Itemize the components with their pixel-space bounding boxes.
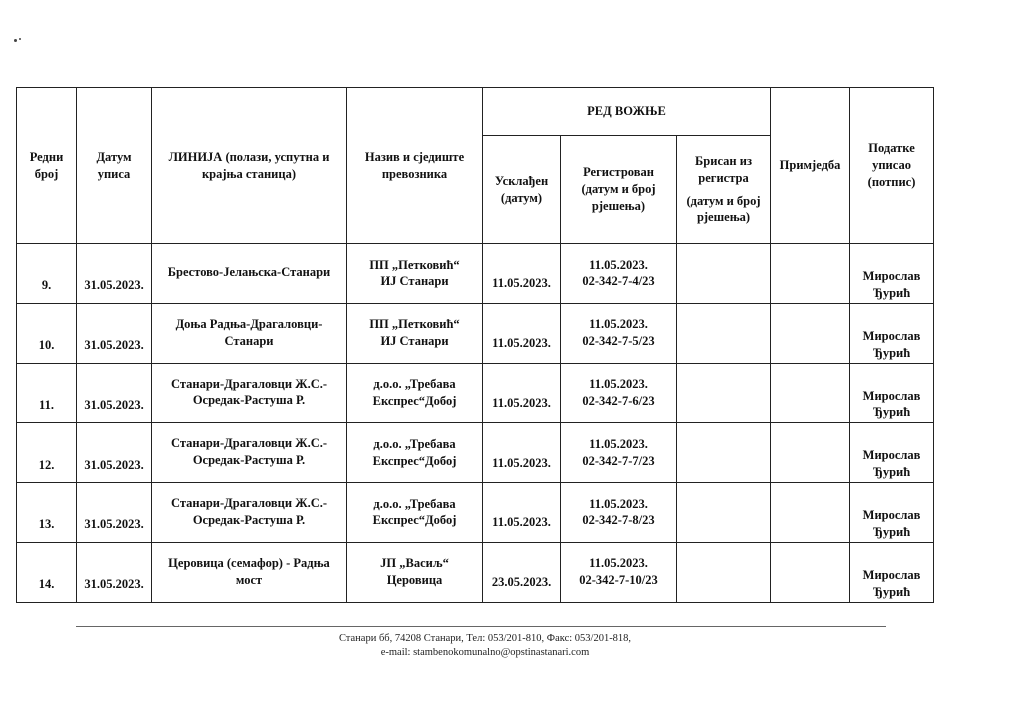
cell-entered-by-line: Мирослав [862, 388, 921, 403]
scan-specks [14, 38, 22, 42]
cell-registered-line: 02-342-7-8/23 [582, 513, 655, 528]
letterhead-footer [160, 632, 810, 660]
cell-entry-date: 31.05.2023. [77, 483, 152, 543]
cell-carrier-line: ПП „Петковић“ [369, 317, 460, 332]
table-row [17, 303, 934, 363]
header-serial: Редни број [17, 88, 77, 244]
cell-entered-by [850, 542, 934, 602]
cell-entered-by [850, 363, 934, 423]
cell-registered-line: 02-342-7-6/23 [582, 393, 655, 408]
cell-entered-by-line: Ђурић [872, 524, 911, 539]
table-row [17, 244, 934, 304]
cell-entered-by-line: Ђурић [872, 345, 911, 360]
cell-remark [771, 244, 850, 304]
cell-serial: 9. [17, 244, 77, 304]
cell-entered-by [850, 423, 934, 483]
cell-entered-by [850, 483, 934, 543]
cell-carrier-line: ИЈ Станари [380, 274, 449, 289]
cell-carrier-line: д.о.о. „Требава [373, 377, 456, 391]
cell-line: Церовица (семафор) - Радња мост [152, 542, 347, 602]
cell-remark [771, 542, 850, 602]
cell-carrier [347, 303, 483, 363]
cell-carrier [347, 483, 483, 543]
cell-serial: 10. [17, 303, 77, 363]
cell-registered-line: 02-342-7-10/23 [579, 573, 658, 588]
cell-carrier-line: ЈП „Васиљ“ [380, 556, 449, 571]
cell-entered-by-line: Мирослав [862, 448, 921, 463]
header-timetable-group: РЕД ВОЖЊЕ [483, 88, 771, 136]
cell-carrier-line: Церовица [386, 573, 443, 588]
cell-synced: 11.05.2023. [483, 363, 561, 423]
cell-deleted [677, 244, 771, 304]
cell-entered-by [850, 303, 934, 363]
cell-line: Доња Радња-Драгаловци-Станари [152, 303, 347, 363]
cell-deleted [677, 542, 771, 602]
cell-registered-line: 11.05.2023. [589, 436, 648, 451]
header-registered: Регистрован (датум и број рјешења) [561, 136, 677, 244]
header-line: ЛИНИЈА (полази, успутна и крајња станица) [152, 88, 347, 244]
cell-entered-by-line: Мирослав [862, 508, 921, 522]
cell-registered [561, 363, 677, 423]
cell-synced: 11.05.2023. [483, 303, 561, 363]
cell-synced: 11.05.2023. [483, 483, 561, 543]
header-deleted-title: Брисан из регистра [695, 153, 752, 185]
cell-line: Станари-Драгаловци Ж.С.-Осредак-Растуша Р. [152, 483, 347, 543]
cell-serial: 12. [17, 423, 77, 483]
footer-divider [76, 626, 886, 627]
cell-synced: 11.05.2023. [483, 423, 561, 483]
cell-registered [561, 423, 677, 483]
cell-remark [771, 303, 850, 363]
cell-remark [771, 483, 850, 543]
header-carrier: Назив и сједиште превозника [347, 88, 483, 244]
cell-carrier-line: д.о.о. „Требава [373, 436, 456, 451]
cell-registered-line: 11.05.2023. [589, 556, 648, 571]
cell-carrier-line: ИЈ Станари [380, 334, 449, 349]
cell-registered-line: 02-342-7-5/23 [582, 334, 655, 349]
table-row [17, 542, 934, 602]
cell-entered-by-line: Ђурић [872, 285, 911, 300]
header-entered-by: Податке уписао (потпис) [850, 88, 934, 244]
cell-entered-by [850, 244, 934, 304]
cell-entered-by-line: Ђурић [872, 584, 911, 599]
header-remark: Примједба [771, 88, 850, 244]
cell-entered-by-line: Ђурић [872, 465, 911, 480]
cell-entered-by-line: Мирослав [862, 567, 921, 582]
cell-carrier-line: Експрес“Добој [372, 513, 457, 528]
cell-serial: 14. [17, 542, 77, 602]
header-deleted [677, 136, 771, 244]
header-deleted-detail: (датум и број рјешења) [686, 193, 761, 225]
cell-registered [561, 483, 677, 543]
cell-deleted [677, 303, 771, 363]
cell-line: Станари-Драгаловци Ж.С.-Осредак-Растуша Р. [152, 423, 347, 483]
cell-carrier [347, 363, 483, 423]
cell-serial: 11. [17, 363, 77, 423]
cell-registered-line: 11.05.2023. [589, 496, 648, 511]
table-row [17, 363, 934, 423]
cell-deleted [677, 483, 771, 543]
cell-registered-line: 11.05.2023. [589, 317, 648, 332]
footer-email: e-mail: stambenokomunalno@opstinastanari.com [380, 647, 590, 659]
cell-carrier [347, 244, 483, 304]
cell-line: Брестово-Јелањска-Станари [152, 244, 347, 304]
cell-entry-date: 31.05.2023. [77, 244, 152, 304]
table-row [17, 423, 934, 483]
cell-entry-date: 31.05.2023. [77, 423, 152, 483]
table-row [17, 483, 934, 543]
cell-remark [771, 363, 850, 423]
header-synced: Усклађен (датум) [483, 136, 561, 244]
cell-registered-line: 11.05.2023. [589, 257, 648, 272]
cell-carrier [347, 542, 483, 602]
cell-registered [561, 542, 677, 602]
cell-entry-date: 31.05.2023. [77, 303, 152, 363]
cell-entry-date: 31.05.2023. [77, 542, 152, 602]
cell-carrier-line: Експрес“Добој [372, 453, 457, 468]
cell-entered-by-line: Мирослав [862, 328, 921, 343]
cell-serial: 13. [17, 483, 77, 543]
cell-deleted [677, 363, 771, 423]
cell-synced: 23.05.2023. [483, 542, 561, 602]
cell-carrier-line: ПП „Петковић“ [369, 257, 460, 272]
cell-carrier [347, 423, 483, 483]
header-entry-date: Датум уписа [77, 88, 152, 244]
cell-entered-by-line: Мирослав [862, 269, 921, 283]
cell-line: Станари-Драгаловци Ж.С.-Осредак-Растуша Р. [152, 363, 347, 423]
cell-registered-line: 02-342-7-7/23 [582, 453, 655, 468]
cell-carrier-line: д.о.о. „Требава [373, 496, 456, 511]
cell-synced: 11.05.2023. [483, 244, 561, 304]
cell-carrier-line: Експрес“Добој [372, 393, 457, 408]
cell-remark [771, 423, 850, 483]
cell-deleted [677, 423, 771, 483]
cell-registered [561, 244, 677, 304]
cell-registered-line: 11.05.2023. [589, 377, 648, 391]
cell-entered-by-line: Ђурић [872, 405, 911, 420]
cell-registered-line: 02-342-7-4/23 [582, 274, 655, 289]
cell-entry-date: 31.05.2023. [77, 363, 152, 423]
footer-address: Станари бб, 74208 Станари, Тел: 053/201-810, Факс: 053/201-818, [338, 633, 632, 644]
cell-registered [561, 303, 677, 363]
timetable-register-table [16, 87, 934, 603]
